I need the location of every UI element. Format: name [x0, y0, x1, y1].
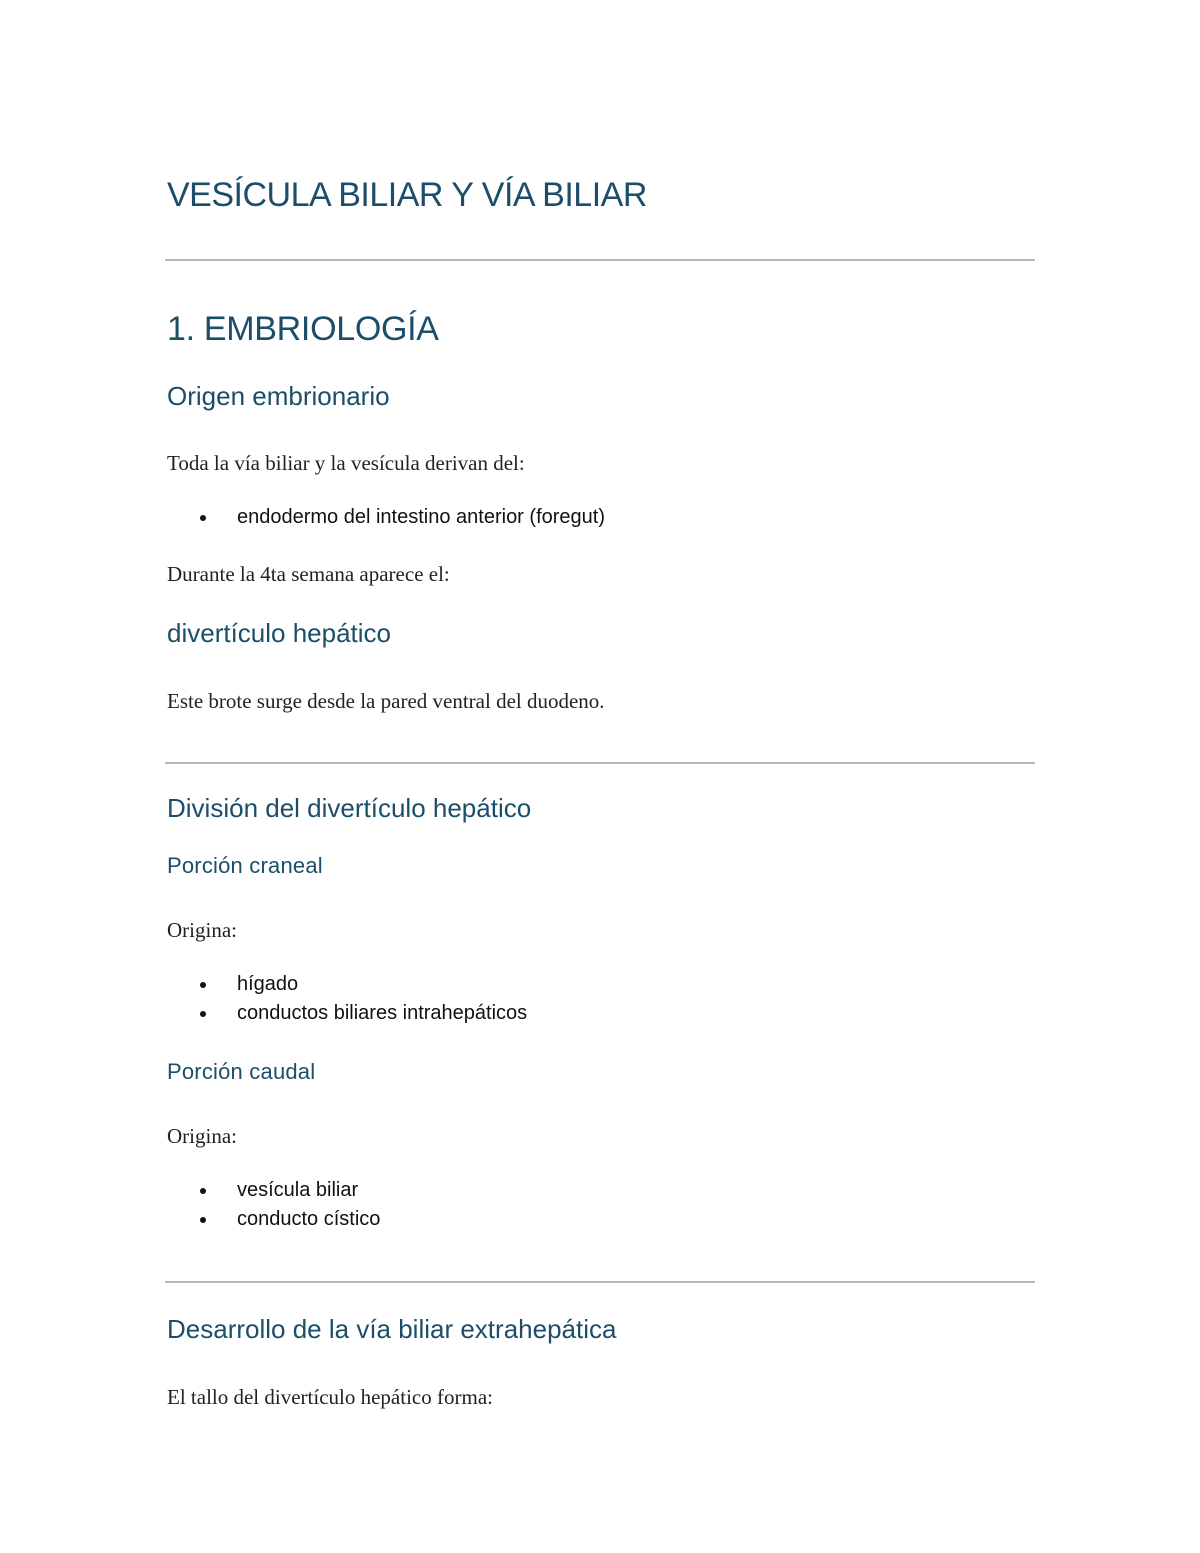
paragraph-origen-intro: Toda la vía biliar y la vesícula derivan del:	[167, 451, 525, 475]
list-item-text: conductos biliares intrahepáticos	[237, 1002, 528, 1024]
subheading-desarrollo: Desarrollo de la vía biliar extrahepática	[167, 1314, 617, 1344]
list-item	[237, 503, 605, 532]
paragraph-craneal-intro: Origina:	[167, 918, 237, 942]
section-heading-embriologia: 1. EMBRIOLOGÍA	[167, 310, 439, 348]
list-item	[237, 1176, 380, 1205]
horizontal-divider	[165, 1281, 1035, 1283]
bullet-icon	[200, 982, 206, 988]
bullet-icon	[200, 515, 206, 521]
list-item	[237, 1205, 380, 1234]
paragraph-semana: Durante la 4ta semana aparece el:	[167, 562, 450, 586]
horizontal-divider	[165, 259, 1035, 261]
paragraph-desarrollo: El tallo del divertículo hepático forma:	[167, 1385, 493, 1409]
list-item-text: conducto cístico	[237, 1208, 381, 1230]
bullet-icon	[200, 1188, 206, 1194]
paragraph-caudal-intro: Origina:	[167, 1124, 237, 1148]
bullet-icon	[200, 1011, 206, 1017]
bullet-list-caudal	[237, 1176, 380, 1234]
list-item-text: endodermo del intestino anterior (foregut)	[237, 506, 605, 528]
subheading-porcion-caudal: Porción caudal	[167, 1059, 316, 1084]
subheading-origen-embrionario: Origen embrionario	[167, 381, 390, 411]
list-item-text: vesícula biliar	[237, 1179, 359, 1201]
list-item	[237, 970, 527, 999]
list-item-text: hígado	[237, 973, 299, 995]
bullet-list-craneal	[237, 970, 527, 1028]
paragraph-diverticulo: Este brote surge desde la pared ventral del duodeno.	[167, 689, 605, 713]
subheading-division: División del divertículo hepático	[167, 793, 532, 823]
document-title: VESÍCULA BILIAR Y VÍA BILIAR	[167, 176, 647, 214]
subheading-porcion-craneal: Porción craneal	[167, 853, 323, 878]
subheading-diverticulo-hepatico: divertículo hepático	[167, 618, 392, 648]
horizontal-divider	[165, 762, 1035, 764]
bullet-icon	[200, 1217, 206, 1223]
list-item	[237, 999, 527, 1028]
bullet-list-origen	[237, 503, 605, 532]
